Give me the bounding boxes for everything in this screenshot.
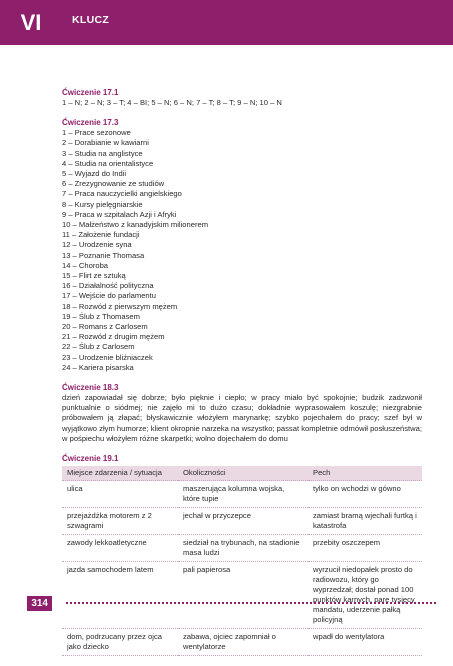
table-cell: przejażdżka motorem z 2 szwagrami (62, 508, 178, 535)
table-row (62, 481, 422, 508)
list-item: 2 – Dorabianie w kawiarni (62, 138, 149, 148)
list-item: 17 – Wejście do parlamentu (62, 291, 156, 301)
answer-paragraph: dzień zapowiadał się dobrze; było pięknie i ciepło; w pracy miało być spokojnie; budzik zadzwonił punktualnie o siódmej; nie zajęło mi to dużo czasu; dokładnie wyprasowałem koszulę; niezgrabnie próbowałem ją złapać; błyskawicznie włożyłem marynarkę; szybko pojechałem do pracy; szef był w wyjątkowo złym humorze; klient okropnie narzeka na wszystko; passat kompletnie odmówił posłuszeństwa; w pośpiechu włożyłem różne skarpetki; wolno dojechałem do domu (62, 393, 422, 443)
exercise-18-3 (62, 383, 422, 444)
table-cell: jechał w przyczepce (178, 508, 308, 535)
list-item: 6 – Zrezygnowanie ze studiów (62, 179, 165, 189)
list-item: 16 – Działalność polityczna (62, 281, 154, 291)
column-header: Okoliczności (178, 466, 308, 481)
table-cell: jazda samochodem latem (62, 562, 178, 629)
table-header-row (62, 466, 422, 481)
list-item: 5 – Wyjazd do Indii (62, 169, 127, 179)
table-cell: zamiast bramą wjechali furtką i katastrofa (308, 508, 422, 535)
list-item: 23 – Urodzenie bliźniaczek (62, 352, 153, 362)
answer-key-content (62, 88, 422, 666)
exercise-title: Ćwiczenie 17.1 (62, 88, 119, 97)
table-cell: dom, podrzucany przez ojca jako dziecko (62, 629, 178, 656)
header-title: KLUCZ (72, 14, 110, 26)
list-item: 10 – Małżeństwo z kanadyjskim milionerem (62, 220, 209, 230)
list-item: 14 – Choroba (62, 260, 109, 270)
table-cell: siedział na trybunach, na stadionie masa ludzi (178, 535, 308, 562)
list-item: 19 – Ślub z Thomasem (62, 311, 140, 321)
list-item: 1 – Prace sezonowe (62, 128, 131, 138)
list-item: 18 – Rozwód z pierwszym mężem (62, 301, 178, 311)
ordered-events-list (62, 128, 422, 373)
list-item: 24 – Kariera pisarska (62, 362, 134, 372)
table-cell: tylko on wchodzi w gówno (308, 481, 422, 508)
list-item: 3 – Studia na anglistyce (62, 148, 143, 158)
list-item: 11 – Założenie fundacji (62, 230, 140, 240)
column-header: Miejsce zdarzenia / sytuacja (62, 466, 178, 481)
list-item: 20 – Romans z Carlosem (62, 322, 148, 332)
list-item: 4 – Studia na orientalistyce (62, 158, 154, 168)
list-item: 22 – Ślub z Carlosem (62, 342, 135, 352)
table-cell: zabawa, ojciec zapomniał o wentylatorze (178, 629, 308, 656)
table-row (62, 508, 422, 535)
table-cell: maszerująca kolumna wojska, które tupie (178, 481, 308, 508)
exercise-title: Ćwiczenie 18.3 (62, 383, 119, 393)
page-number-label: 314 (27, 596, 52, 611)
exercise-title: Ćwiczenie 19.1 (62, 454, 119, 464)
exercise-17-1 (62, 88, 422, 108)
answers-table (62, 466, 422, 656)
table-row (62, 562, 422, 629)
header-bar (0, 0, 453, 45)
exercise-title: Ćwiczenie 17.3 (62, 118, 119, 128)
footer-divider (66, 602, 436, 604)
list-item: 13 – Poznanie Thomasa (62, 250, 145, 260)
list-item: 12 – Urodzenie syna (62, 240, 132, 250)
table-cell: zawody lekkoatletyczne (62, 535, 178, 562)
table-cell: wyrzucił niedopałek prosto do radiowozu, który go wyprzedzał; dostał ponad 100 punktów karnych, parę tysięcy mandatu, uderzenie pałką policyjną (308, 562, 422, 629)
section-number: VI (20, 9, 42, 35)
table-row (62, 535, 422, 562)
column-header: Pech (308, 466, 422, 481)
table-cell: pali papierosa (178, 562, 308, 629)
page-number (0, 594, 58, 612)
list-item: 15 – Flirt ze sztuką (62, 271, 126, 281)
list-item: 21 – Rozwód z drugim mężem (62, 332, 165, 342)
table-cell: przebity oszczepem (308, 535, 422, 562)
answers-line: 1 – N; 2 – N; 3 – T; 4 – BI; 5 – N; 6 – N; 7 – T; 8 – T; 9 – N; 10 – N (62, 98, 282, 107)
list-item: 8 – Kursy pielęgniarskie (62, 199, 143, 209)
exercise-19-1 (62, 454, 422, 656)
table-cell: wpadł do wentylatora (308, 629, 422, 656)
table-row (62, 629, 422, 656)
list-item: 9 – Praca w szpitalach Azji i Afryki (62, 209, 177, 219)
list-item: 7 – Praca nauczycielki angielskiego (62, 189, 182, 199)
table-cell: ulica (62, 481, 178, 508)
exercise-17-3 (62, 118, 422, 373)
